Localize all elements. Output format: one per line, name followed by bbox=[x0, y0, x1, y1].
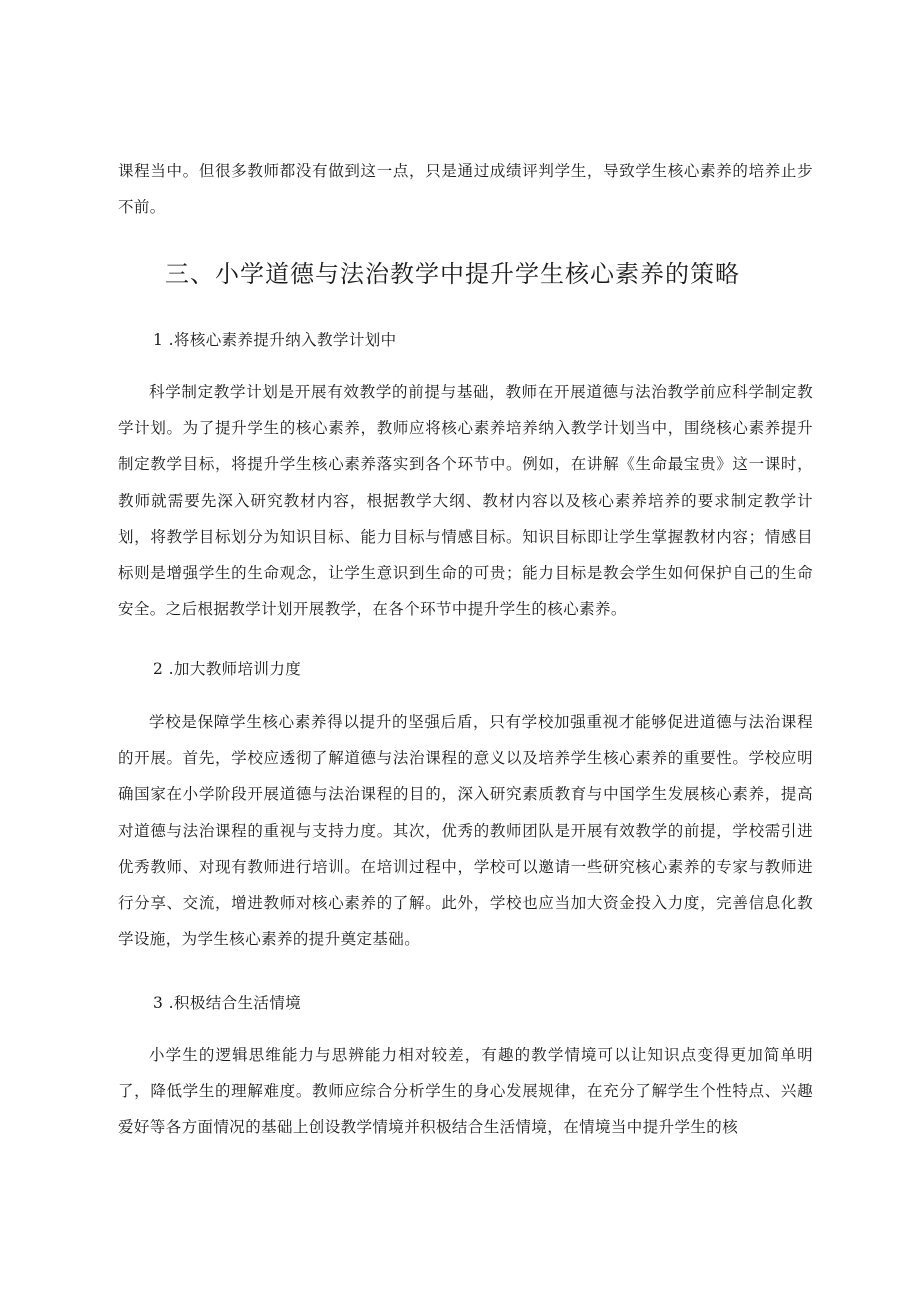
section-title: 三、小学道德与法治教学中提升学生核心素养的策略 bbox=[165, 260, 740, 288]
intro-paragraph: 课程当中。但很多教师都没有做到这一点，只是通过成绩评判学生，导致学生核心素养的培养止步不前。 bbox=[118, 162, 813, 217]
subsection-3-heading: 3 .积极结合生活情境 bbox=[153, 994, 302, 1012]
subsection-1-heading: 1 .将核心素养提升纳入教学计划中 bbox=[153, 331, 397, 349]
subsection-2-heading: 2 .加大教师培训力度 bbox=[153, 660, 302, 678]
subsection-2-body: 学校是保障学生核心素养得以提升的坚强后盾，只有学校加强重视才能够促进道德与法治课程的开展。首先，学校应透彻了解道德与法治课程的意义以及培养学生核心素养的重要性。学校应明确国家在小学阶段开展道德与法治课程的目的，深入研究素质教育与中国学生发展核心素养，提高对道德与法治课程的重视与支持力度。其次，优秀的教师团队是开展有效教学的前提，学校需引进优秀教师、对现有教师进行培训。在培训过程中，学校可以邀请一些研究核心素养的专家与教师进行分享、交流，增进教师对核心素养的了解。此外，学校也应当加大资金投入力度，完善信息化教学设施，为学生核心素养的提升奠定基础。 bbox=[118, 713, 813, 949]
subsection-3-body: 小学生的逻辑思维能力与思辨能力相对较差，有趣的教学情境可以让知识点变得更加简单明了，降低学生的理解难度。教师应综合分析学生的身心发展规律，在充分了解学生个性特点、兴趣爱好等各方面情况的基础上创设教学情境并积极结合生活情境，在情境当中提升学生的核 bbox=[118, 1046, 813, 1137]
subsection-1-body: 科学制定教学计划是开展有效教学的前提与基础，教师在开展道德与法治教学前应科学制定教学计划。为了提升学生的核心素养，教师应将核心素养培养纳入教学计划当中，围绕核心素养提升制定教学目标，将提升学生核心素养落实到各个环节中。例如，在讲解《生命最宝贵》这一课时，教师就需要先深入研究教材内容，根据教学大纲、教材内容以及核心素养培养的要求制定教学计划，将教学目标划分为知识目标、能力目标与情感目标。知识目标即让学生掌握教材内容；情感目标则是增强学生的生命观念，让学生意识到生命的可贵；能力目标是教会学生如何保护自己的生命安全。之后根据教学计划开展教学，在各个环节中提升学生的核心素养。 bbox=[118, 383, 813, 619]
